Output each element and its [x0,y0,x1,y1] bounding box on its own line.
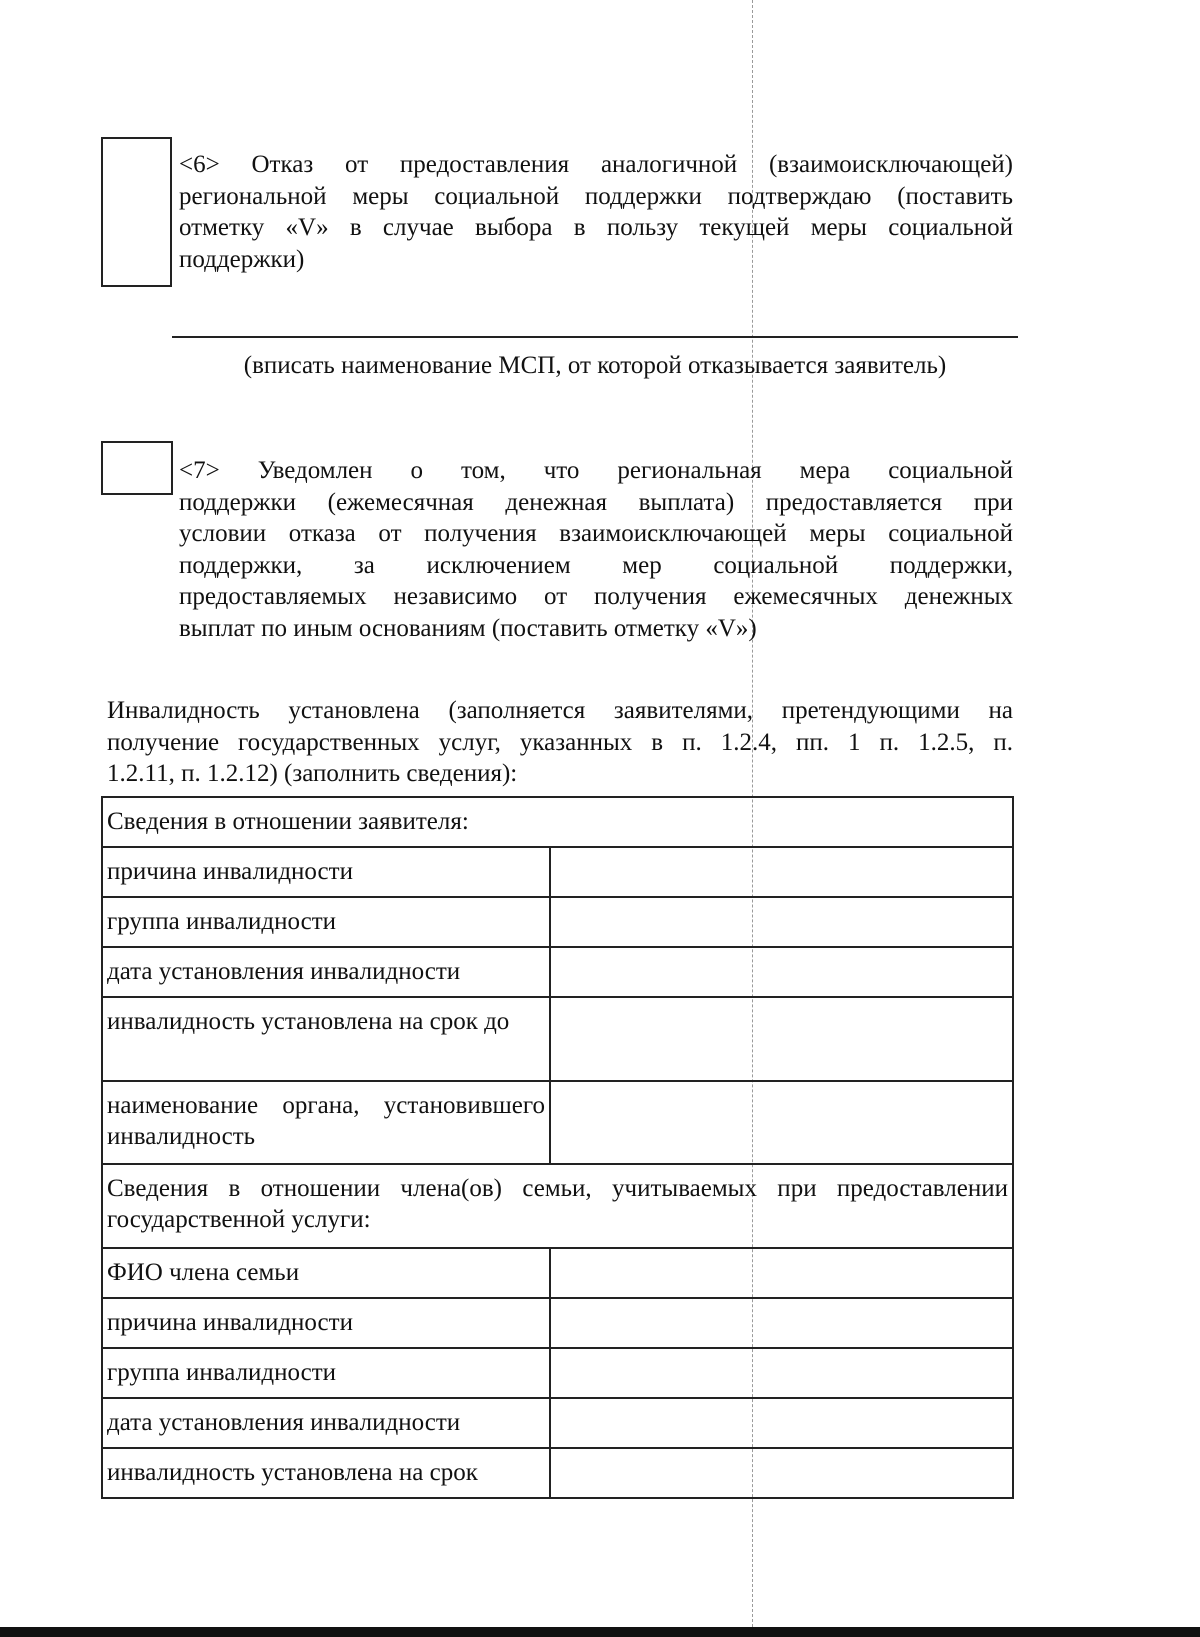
table-row [102,847,1013,897]
item7-line: выплат по иным основаниям (поставить отметку «V») [179,614,757,642]
family-section-header: Сведения в отношении члена(ов) семьи, учитываемых при предоставлении государственной услуги: [102,1164,1013,1248]
table-row [102,897,1013,947]
applicant-group-field[interactable] [550,897,1013,947]
family-term-field[interactable] [550,1448,1013,1498]
item6-line: поддержки) [179,245,305,273]
row-label: инвалидность установлена на срок [102,1448,550,1498]
disability-line: 1.2.11, п. 1.2.12) (заполнить сведения): [107,760,518,787]
table-row [102,1448,1013,1498]
table-row [102,947,1013,997]
disability-line: получение государственных услуг, указанных в п. 1.2.4, пп. 1 п. 1.2.5, п. [107,728,1013,756]
item7-checkbox[interactable] [101,441,173,495]
item6-line: региональной меры социальной поддержки подтверждаю (поставить [179,182,1013,210]
row-label: наименование органа, установившего инвалидность [102,1081,550,1164]
table-row [102,1081,1013,1164]
msp-name-input-line[interactable] [172,336,1018,338]
table-row [102,997,1013,1081]
item7-text [179,455,1013,644]
applicant-cause-field[interactable] [550,847,1013,897]
disability-line: Инвалидность установлена (заполняется заявителями, претендующими на [107,697,1013,724]
item6-line: <6> Отказ от предоставления аналогичной (взаимоисключающей) [179,151,1013,178]
row-label: дата установления инвалидности [102,947,550,997]
item7-line: поддержки, за исключением мер социальной поддержки, [179,551,1013,579]
family-date-field[interactable] [550,1398,1013,1448]
item7-line: условии отказа от получения взаимоисключающей меры социальной [179,520,1013,547]
row-label: группа инвалидности [102,897,550,947]
applicant-section-header: Сведения в отношении заявителя: [102,797,1013,847]
table-row [102,1164,1013,1248]
applicant-date-field[interactable] [550,947,1013,997]
table-row [102,797,1013,847]
item7-line: <7> Уведомлен о том, что региональная мера социальной [179,457,1013,484]
item6-text [179,149,1013,275]
applicant-term-field[interactable] [550,997,1013,1081]
row-label: инвалидность установлена на срок до [102,997,550,1081]
family-group-field[interactable] [550,1348,1013,1398]
row-label: причина инвалидности [102,847,550,897]
row-label: группа инвалидности [102,1348,550,1398]
table-row [102,1298,1013,1348]
item6-checkbox[interactable] [101,137,172,287]
row-label: причина инвалидности [102,1298,550,1348]
family-name-field[interactable] [550,1248,1013,1298]
msp-name-caption: (вписать наименование МСП, от которой отказывается заявитель) [243,352,947,379]
table-row [102,1348,1013,1398]
item7-line: предоставляемых независимо от получения ежемесячных денежных [179,583,1013,610]
item7-line: поддержки (ежемесячная денежная выплата) предоставляется при [179,488,1013,516]
row-label: ФИО члена семьи [102,1248,550,1298]
row-label: дата установления инвалидности [102,1398,550,1448]
disability-table [101,796,1014,1499]
scan-bottom-edge [0,1627,1200,1637]
family-cause-field[interactable] [550,1298,1013,1348]
table-row [102,1248,1013,1298]
applicant-authority-field[interactable] [550,1081,1013,1164]
item6-line: отметку «V» в случае выбора в пользу текущей меры социальной [179,214,1013,241]
table-row [102,1398,1013,1448]
disability-intro [107,695,1013,790]
